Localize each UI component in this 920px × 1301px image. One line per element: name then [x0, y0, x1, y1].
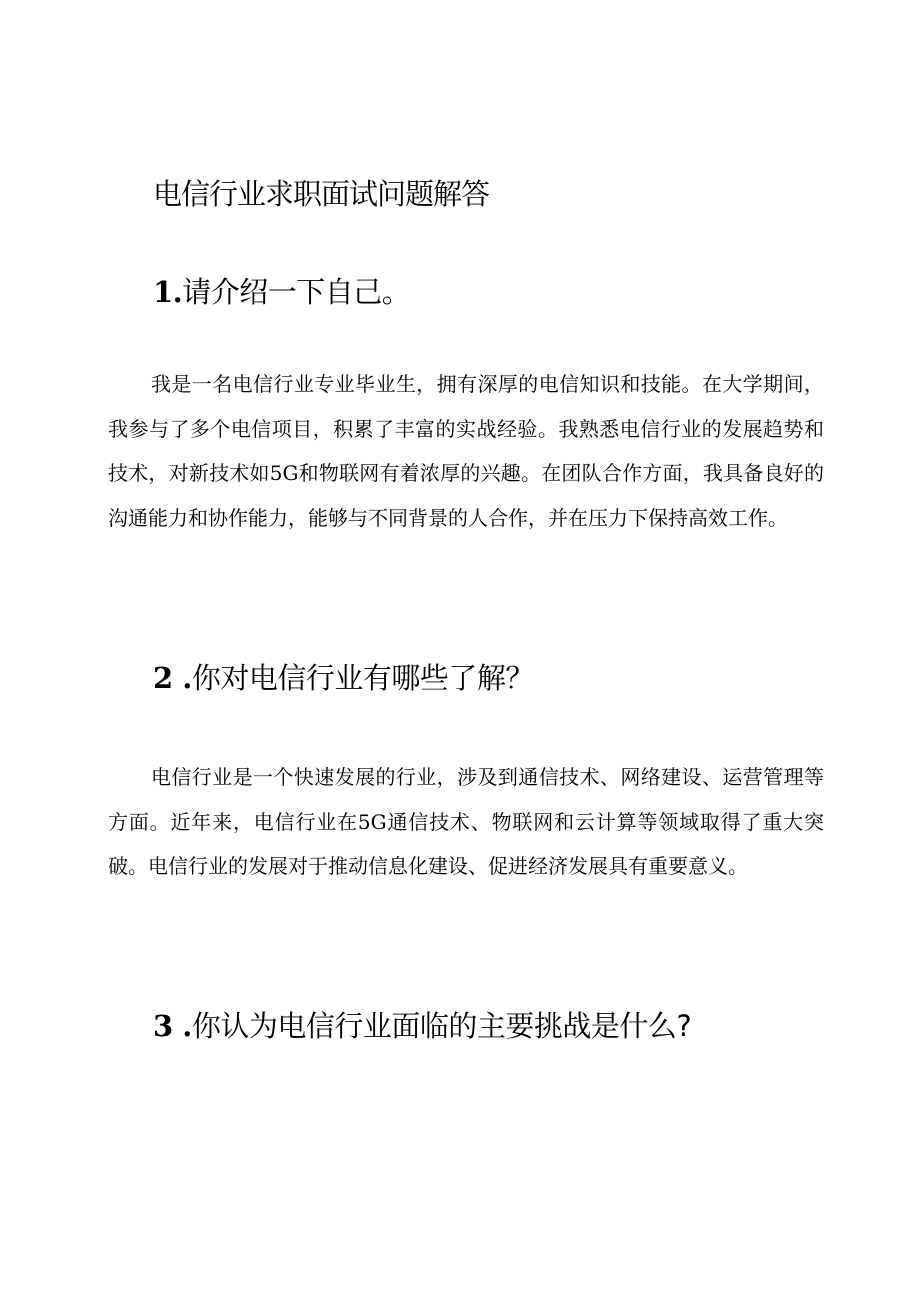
question-3-text: 你认为电信行业面临的主要挑战是什么? — [191, 1009, 692, 1043]
question-2-heading — [153, 660, 534, 696]
question-1-heading — [153, 274, 410, 310]
question-3-number: 3 . — [153, 1009, 192, 1043]
document-title: 电信行业求职面试问题解答 — [153, 177, 490, 211]
answer-1-paragraph: 我是一名电信行业专业毕业生，拥有深厚的电信知识和技能。在大学期间，我参与了多个电信项目，积累了丰富的实战经验。我熟悉电信行业的发展趋势和技术，对新技术如5G和物联网有着浓厚的兴趣。在团队合作方面，我具备良好的沟通能力和协作能力，能够与不同背景的人合作，并在压力下保持高效工作。 — [108, 372, 824, 531]
question-1-number: 1. — [153, 275, 183, 309]
question-1-text: 请介绍一下自己。 — [182, 275, 411, 309]
question-3-heading — [153, 1008, 691, 1044]
answer-2-paragraph: 电信行业是一个快速发展的行业，涉及到通信技术、网络建设、运营管理等方面。近年来，电信行业在5G通信技术、物联网和云计算等领域取得了重大突破。电信行业的发展对于推动信息化建设、促进经济发展具有重要意义。 — [108, 765, 824, 879]
question-2-number: 2 . — [153, 661, 192, 695]
question-2-text: 你对电信行业有哪些了解？ — [191, 661, 534, 695]
